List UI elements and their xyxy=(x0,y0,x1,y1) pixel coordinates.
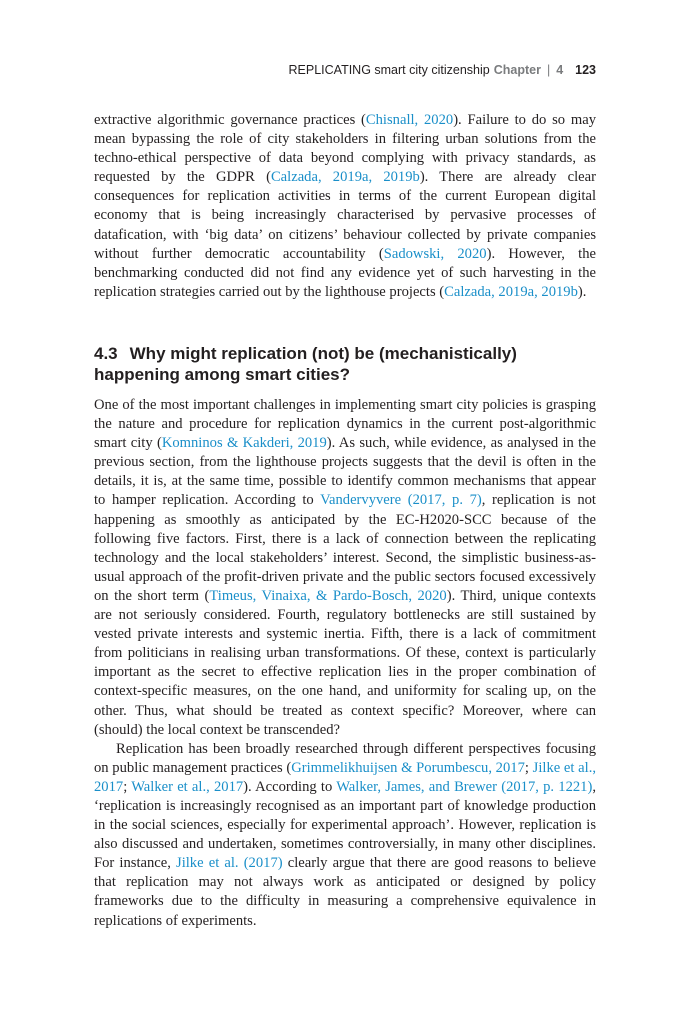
section-body xyxy=(94,396,596,931)
section-title: Why might replication (not) be (mechanistically) happening among smart cities? xyxy=(94,344,517,384)
section-number: 4.3 xyxy=(94,344,118,363)
paragraph xyxy=(94,111,596,302)
text-run: clearly argue that there are good reasons to believe that replication may not always work as anticipated or designed by policy frameworks due to the difficulty in measuring a comprehensive equivalence in replications of experiments. xyxy=(94,855,596,929)
text-run: , replication is not happening as smoothly as anticipated by the EC-H2020-SCC because of the following five factors. First, there is a lack of connection between the replicating technology and the local stakeholders’ interest. Second, the simplistic business-as-usual approach of the profit-driven private and the public sectors focused excessively on the short term ( xyxy=(94,492,596,604)
citation-link[interactable]: Vandervyvere (2017, p. 7) xyxy=(320,492,482,509)
text-run: One of the most important challenges in implementing smart city policies is grasping the nature and procedure for replication dynamics in the current post-algorithmic smart city ( xyxy=(94,397,596,452)
text-run: ). As such, while evidence, as analysed in the previous section, from the lighthouse projects suggests that the devil is often in the details, it is, at the same time, possible to identify common mechanisms that appear to hamper replication. According to xyxy=(94,435,596,509)
header-separator: | xyxy=(546,63,551,77)
text-run: ). Third, unique contexts are not seriously considered. Fourth, regulatory bottlenecks are still sustained by vested private interests and systemic inertia. Fifth, there is a lack of commitment from politicians in realising urban transformations. Of these, context is particularly important as the secret to effective replication lies in the proper combination of context-specific measures, on the one hand, and uniformity for scaling up, on the other. Thus, what should be treated as context specific? Moreover, where can (should) the local context be transcended? xyxy=(94,587,596,738)
chapter-number: 4 xyxy=(556,63,564,77)
text-run: ; xyxy=(524,759,533,776)
text-run: extractive algorithmic governance practices ( xyxy=(94,112,366,128)
text-run: ). However, the benchmarking conducted did not find any evidence yet of such harvesting in the replication strategies carried out by the lighthouse projects ( xyxy=(94,245,596,300)
chapter-label: Chapter xyxy=(493,63,541,77)
page-number: 123 xyxy=(575,63,596,77)
citation-link[interactable]: Komninos & Kakderi, 2019 xyxy=(161,435,327,452)
paragraph xyxy=(94,396,596,740)
citation-link[interactable]: Chisnall, 2020 xyxy=(365,112,454,128)
text-run: ; xyxy=(123,778,132,795)
text-run: Replication has been broadly researched through different perspectives focusing on public management practices ( xyxy=(94,740,596,776)
citation-link[interactable]: Jilke et al., 2017 xyxy=(94,759,597,795)
citation-link[interactable]: Sadowski, 2020 xyxy=(383,245,487,262)
citation-link[interactable]: Walker et al., 2017 xyxy=(131,778,244,795)
citation-link[interactable]: Timeus, Vinaixa, & Pardo-Bosch, 2020 xyxy=(209,587,447,604)
text-run: ). There are already clear consequences for replication activities in terms of the current European digital economy that is being increasingly characterised by pervasive processes of datafication, with ‘big data’ on citizens’ behaviour collected by private companies without further democratic accountability ( xyxy=(94,169,596,262)
running-header xyxy=(94,63,596,77)
section-heading xyxy=(94,343,596,385)
citation-link[interactable]: Calzada, 2019a, 2019b xyxy=(270,169,420,186)
citation-link[interactable]: Calzada, 2019a, 2019b xyxy=(444,283,578,300)
text-run: ). According to xyxy=(243,778,337,795)
citation-link[interactable]: Jilke et al. (2017) xyxy=(176,855,283,872)
citation-link[interactable]: Walker, James, and Brewer (2017, p. 1221) xyxy=(336,778,593,795)
citation-link[interactable]: Grimmelikhuijsen & Porumbescu, 2017 xyxy=(291,759,525,776)
paragraph xyxy=(94,740,596,931)
text-run: , ‘replication is increasingly recognised as an important part of knowledge production in the social sciences, especially for experimental approach’. However, replication is also discussed and undertaken, sometimes controversially, in many other disciplines. For instance, xyxy=(94,778,596,872)
text-run: ). xyxy=(577,283,587,300)
running-title: REPLICATING smart city citizenship xyxy=(288,63,490,77)
paragraph-continued xyxy=(94,111,596,302)
text-run: ). Failure to do so may mean bypassing the role of city stakeholders in filtering urban solutions from the techno-ethical perspective of data beyond complying with privacy standards, as requested by the GDPR ( xyxy=(94,112,596,186)
